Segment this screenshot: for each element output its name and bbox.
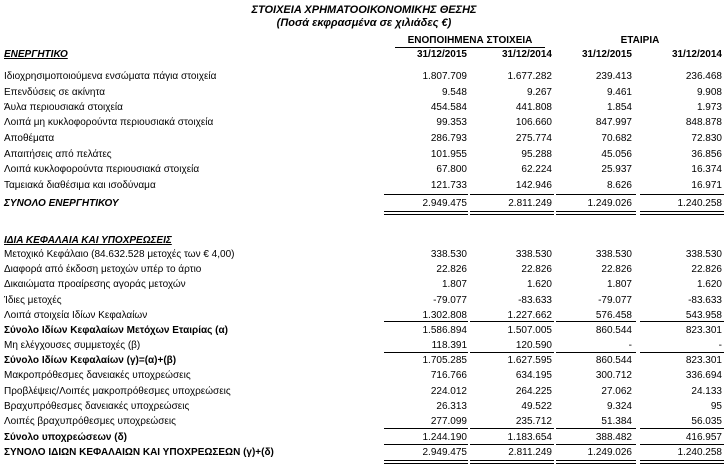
table-row	[0, 323, 728, 338]
table-row	[0, 85, 728, 100]
column-header-2: 31/12/2014	[501, 49, 552, 60]
row-label: Διαφορά από έκδοση μετοχών υπέρ το άρτιο	[4, 264, 202, 275]
cell-value: 416.957	[685, 432, 722, 443]
table-row	[0, 162, 728, 177]
table-row	[0, 277, 728, 292]
table-row	[0, 147, 728, 162]
assets-total-row	[0, 196, 728, 211]
cell-value: 62.224	[521, 164, 552, 175]
table-row	[0, 247, 728, 262]
cell-value: 1.627.595	[507, 355, 552, 366]
cell-value: 716.766	[430, 370, 467, 381]
cell-value: 236.468	[685, 71, 722, 82]
cell-value: 16.971	[691, 180, 722, 191]
cell-value: -	[628, 340, 632, 351]
row-label: ΣΥΝΟΛΟ ΕΝΕΡΓΗΤΙΚΟΥ	[4, 198, 119, 209]
cell-value: 1.586.894	[422, 325, 467, 336]
cell-value: 860.544	[595, 355, 632, 366]
table-row	[0, 353, 728, 368]
row-label: ΣΥΝΟΛΟ ΙΔΙΩΝ ΚΕΦΑΛΑΙΩΝ ΚΑΙ ΥΠΟΧΡΕΩΣΕΩΝ (γ)+(δ)	[4, 447, 274, 458]
cell-value: 9.267	[526, 87, 552, 98]
total-double-rule	[640, 460, 724, 464]
table-row	[0, 131, 728, 146]
row-label: Μη ελέγχουσες συμμετοχές (β)	[4, 340, 141, 351]
cell-value: 239.413	[595, 71, 632, 82]
cell-value: 286.793	[430, 133, 467, 144]
cell-value: 95	[710, 401, 722, 412]
row-label: Μακροπρόθεσμες δανειακές υποχρεώσεις	[4, 370, 191, 381]
column-header-3: 31/12/2015	[581, 49, 632, 60]
cell-value: 1.677.282	[507, 71, 552, 82]
column-header-4: 31/12/2014	[671, 49, 722, 60]
cell-value: 118.391	[431, 340, 467, 351]
total-double-rule	[384, 460, 468, 464]
total-double-rule	[640, 211, 724, 215]
subtotal-rule	[384, 428, 468, 429]
cell-value: 1.973	[696, 102, 722, 113]
row-label: Σύνολο Ιδίων Κεφαλαίων (γ)=(α)+(β)	[4, 355, 177, 366]
cell-value: 1.807.709	[422, 71, 467, 82]
cell-value: 1.807	[441, 279, 467, 290]
cell-value: 25.937	[601, 164, 632, 175]
subtotal-rule	[640, 321, 724, 322]
cell-value: 338.530	[515, 249, 552, 260]
cell-value: 1.249.026	[587, 198, 632, 209]
cell-value: 26.313	[436, 401, 467, 412]
cell-value: 24.133	[691, 386, 722, 397]
cell-value: 235.712	[515, 416, 552, 427]
cell-value: 823.301	[685, 325, 722, 336]
cell-value: 22.826	[691, 264, 722, 275]
equity-liabilities-total-row	[0, 445, 728, 460]
cell-value: -79.077	[598, 295, 632, 306]
title-line-2: (Ποσά εκφρασμένα σε χιλιάδες €)	[276, 17, 452, 29]
cell-value: 576.458	[595, 310, 632, 321]
cell-value: 860.544	[595, 325, 632, 336]
cell-value: 16.374	[691, 164, 722, 175]
row-label: Σύνολο Ιδίων Κεφαλαίων Μετόχων Εταιρίας (α)	[4, 325, 228, 336]
cell-value: -83.633	[518, 295, 552, 306]
total-double-rule	[556, 460, 636, 464]
cell-value: 2.811.249	[508, 447, 552, 458]
cell-value: 1.620	[696, 279, 722, 290]
cell-value: 95.288	[521, 149, 552, 160]
table-row	[0, 293, 728, 308]
cell-value: 338.530	[685, 249, 722, 260]
row-label: Σύνολο υποχρεώσεων (δ)	[4, 432, 127, 443]
cell-value: 49.522	[521, 401, 552, 412]
subtotal-rule	[640, 194, 724, 195]
row-label: Απαιτήσεις από πελάτες	[4, 149, 112, 160]
subtotal-rule	[384, 194, 468, 195]
cell-value: 27.062	[601, 386, 632, 397]
cell-value: 67.800	[436, 164, 467, 175]
cell-value: -83.633	[688, 295, 722, 306]
cell-value: 275.774	[515, 133, 552, 144]
cell-value: -	[718, 340, 722, 351]
cell-value: 336.694	[685, 370, 722, 381]
cell-value: 72.830	[691, 133, 722, 144]
row-label: Βραχυπρόθεσμες δανειακές υποχρεώσεις	[4, 401, 190, 412]
subtotal-rule	[470, 428, 554, 429]
cell-value: 36.856	[691, 149, 722, 160]
row-label: Άυλα περιουσιακά στοιχεία	[4, 102, 123, 113]
cell-value: 277.099	[430, 416, 467, 427]
row-label: Δικαιώματα προαίρεσης αγοράς μετοχών	[4, 279, 186, 290]
cell-value: 454.584	[430, 102, 467, 113]
cell-value: -79.077	[433, 295, 467, 306]
subtotal-rule	[640, 428, 724, 429]
row-label: Προβλέψεις/Λοιπές μακροπρόθεσμες υποχρεώσεις	[4, 386, 231, 397]
cell-value: 300.712	[595, 370, 632, 381]
row-label: Επενδύσεις σε ακίνητα	[4, 87, 106, 98]
cell-value: 9.908	[696, 87, 722, 98]
cell-value: 338.530	[595, 249, 632, 260]
cell-value: 1.244.190	[422, 432, 467, 443]
cell-value: 106.660	[515, 117, 552, 128]
cell-value: 1.807	[606, 279, 632, 290]
cell-value: 9.548	[441, 87, 467, 98]
cell-value: 22.826	[521, 264, 552, 275]
table-row	[0, 69, 728, 84]
total-double-rule	[470, 211, 554, 215]
cell-value: 441.808	[515, 102, 552, 113]
table-row	[0, 262, 728, 277]
row-label: Λοιπά στοιχεία Ιδίων Κεφαλαίων	[4, 310, 148, 321]
section-equity-liabilities: ΙΔΙΑ ΚΕΦΑΛΑΙΑ ΚΑΙ ΥΠΟΧΡΕΩΣΕΙΣ	[4, 235, 172, 246]
cell-value: 543.958	[685, 310, 722, 321]
cell-value: 9.461	[606, 87, 632, 98]
cell-value: 634.195	[515, 370, 552, 381]
row-label: Λοιπά μη κυκλοφορούντα περιουσιακά στοιχεία	[4, 117, 214, 128]
header-company: ΕΤΑΙΡΙΑ	[620, 35, 660, 46]
column-header-1: 31/12/2015	[416, 49, 467, 60]
cell-value: 1.249.026	[587, 447, 632, 458]
row-label: Ιδιοχρησιμοποιούμενα ενσώματα πάγια στοιχεία	[4, 71, 217, 82]
cell-value: 142.946	[515, 180, 552, 191]
cell-value: 388.482	[595, 432, 632, 443]
row-label: Λοιπές βραχυπρόθεσμες υποχρεώσεις	[4, 416, 176, 427]
cell-value: 121.733	[430, 180, 467, 191]
cell-value: 847.997	[595, 117, 632, 128]
row-label: Ταμειακά διαθέσιμα και ισοδύναμα	[4, 180, 156, 191]
header-consolidated: ΕΝΟΠΟΙΗΜΕΝΑ ΣΤΟΙΧΕΙΑ	[407, 35, 533, 46]
cell-value: 8.626	[606, 180, 632, 191]
table-row	[0, 430, 728, 445]
cell-value: 224.012	[430, 386, 467, 397]
cell-value: 848.878	[685, 117, 722, 128]
cell-value: 22.826	[601, 264, 632, 275]
cell-value: 338.530	[430, 249, 467, 260]
cell-value: 823.301	[685, 355, 722, 366]
cell-value: 51.384	[601, 416, 632, 427]
cell-value: 1.240.258	[677, 198, 722, 209]
table-row	[0, 178, 728, 193]
header-underline-consolidated	[395, 47, 545, 48]
total-double-rule	[384, 211, 468, 215]
cell-value: 1.507.005	[507, 325, 552, 336]
cell-value: 1.705.285	[422, 355, 467, 366]
cell-value: 70.682	[601, 133, 632, 144]
cell-value: 1.854	[606, 102, 632, 113]
cell-value: 45.056	[601, 149, 632, 160]
subtotal-rule	[470, 321, 554, 322]
subtotal-rule	[470, 194, 554, 195]
cell-value: 1.240.258	[677, 447, 722, 458]
table-row	[0, 414, 728, 429]
total-double-rule	[470, 460, 554, 464]
cell-value: 101.955	[430, 149, 467, 160]
subtotal-rule	[556, 194, 636, 195]
cell-value: 56.035	[691, 416, 722, 427]
title-line-1: ΣΤΟΙΧΕΙΑ ΧΡΗΜΑΤΟΟΙΚΟΝΟΜΙΚΗΣ ΘΕΣΗΣ	[251, 4, 477, 16]
row-label: Λοιπά κυκλοφορούντα περιουσιακά στοιχεία	[4, 164, 200, 175]
table-row	[0, 384, 728, 399]
cell-value: 1.183.654	[507, 432, 552, 443]
row-label: Ίδιες μετοχές	[4, 295, 62, 306]
subtotal-rule	[384, 321, 468, 322]
table-row	[0, 399, 728, 414]
cell-value: 1.302.808	[422, 310, 467, 321]
cell-value: 2.949.475	[422, 447, 467, 458]
cell-value: 1.227.662	[507, 310, 552, 321]
table-row	[0, 368, 728, 383]
cell-value: 2.811.249	[508, 198, 552, 209]
cell-value: 22.826	[436, 264, 467, 275]
section-assets: ΕΝΕΡΓΗΤΙΚΟ	[4, 49, 68, 60]
row-label: Μετοχικό Κεφάλαιο (84.632.528 μετοχές των € 4,00)	[4, 249, 235, 260]
table-row	[0, 338, 728, 353]
subtotal-rule	[556, 321, 636, 322]
cell-value: 120.590	[515, 340, 552, 351]
cell-value: 264.225	[515, 386, 552, 397]
row-label: Αποθέματα	[4, 133, 55, 144]
cell-value: 2.949.475	[422, 198, 467, 209]
subtotal-rule	[556, 428, 636, 429]
cell-value: 9.324	[606, 401, 632, 412]
cell-value: 1.620	[526, 279, 552, 290]
cell-value: 99.353	[436, 117, 467, 128]
total-double-rule	[556, 211, 636, 215]
table-row	[0, 115, 728, 130]
table-row	[0, 100, 728, 115]
